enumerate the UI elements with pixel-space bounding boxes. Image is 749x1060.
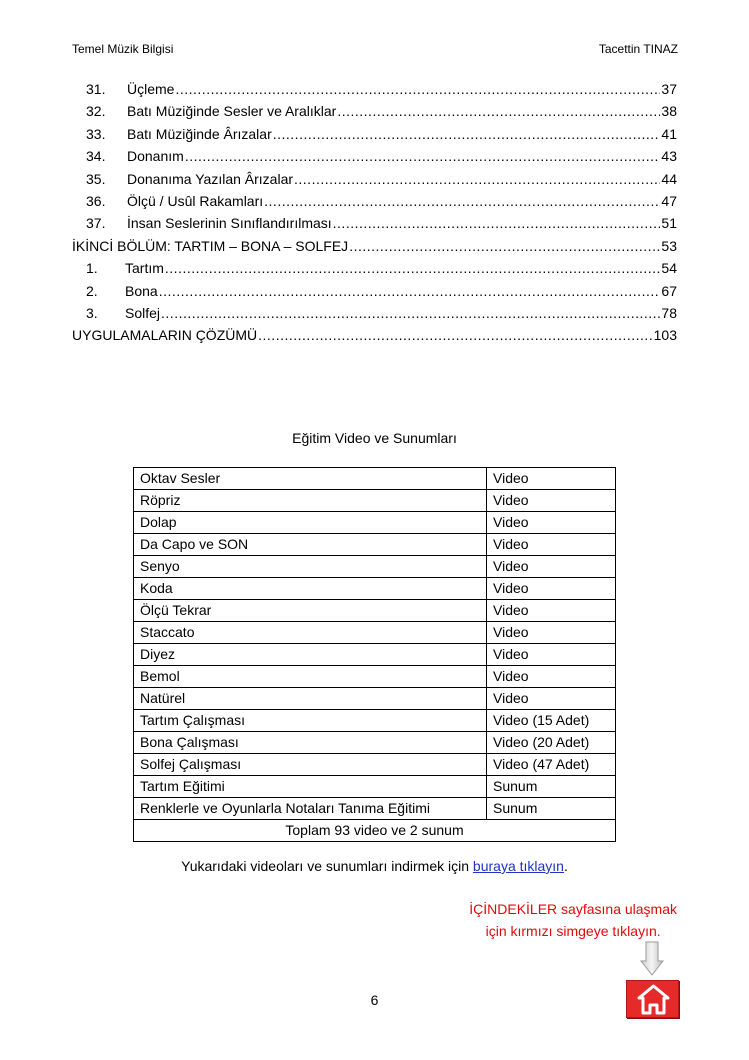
media-title-cell: Tartım Çalışması [134, 710, 487, 732]
toc-entry-page: 43 [661, 148, 677, 165]
media-type-cell: Video (47 Adet) [487, 754, 616, 776]
toc-entry-number: 36. [86, 192, 106, 209]
media-type-cell: Video [487, 512, 616, 534]
toc-entry[interactable] [72, 78, 677, 100]
download-link[interactable]: buraya tıklayın [472, 858, 564, 874]
toc-entry-title: Bona [125, 282, 158, 299]
toc-entry-number: 35. [86, 170, 106, 187]
table-row [134, 600, 616, 622]
toc-entry-number: 37. [86, 215, 106, 232]
header-document-title: Temel Müzik Bilgisi [72, 42, 174, 56]
toc-entry-title: Batı Müziğinde Sesler ve Aralıklar [127, 103, 337, 120]
media-type-cell: Sunum [487, 798, 616, 820]
toc-entry-title: Tartım [125, 260, 164, 277]
toc-entry-title: İKİNCİ BÖLÜM: TARTIM – BONA – SOLFEJ [72, 237, 349, 254]
media-title-cell: Solfej Çalışması [134, 754, 487, 776]
table-of-contents [72, 78, 677, 347]
toc-entry[interactable] [72, 168, 677, 190]
media-title-cell: Senyo [134, 556, 487, 578]
media-title-cell: Da Capo ve SON [134, 534, 487, 556]
media-type-cell: Sunum [487, 776, 616, 798]
download-instruction [0, 858, 749, 874]
toc-entry-page: 78 [661, 304, 677, 321]
media-title-cell: Dolap [134, 512, 487, 534]
download-text: Yukarıdaki videoları ve sunumları indirmek için [181, 858, 473, 874]
media-type-cell: Video [487, 644, 616, 666]
toc-entry-title: UYGULAMALARIN ÇÖZÜMÜ [72, 327, 258, 344]
toc-entry[interactable] [72, 212, 677, 234]
toc-entry-page: 51 [661, 215, 677, 232]
toc-entry[interactable] [72, 190, 677, 212]
media-title-cell: Koda [134, 578, 487, 600]
media-title-cell: Ölçü Tekrar [134, 600, 487, 622]
toc-section-heading[interactable] [72, 235, 677, 257]
media-type-cell: Video [487, 556, 616, 578]
toc-leader-dots [165, 257, 661, 279]
toc-leader-dots [161, 302, 660, 324]
media-type-cell: Video [487, 468, 616, 490]
media-table [133, 467, 616, 842]
toc-leader-dots [185, 145, 661, 167]
media-total-cell: Toplam 93 video ve 2 sunum [134, 820, 616, 842]
media-type-cell: Video (15 Adet) [487, 710, 616, 732]
down-arrow-icon [640, 941, 664, 977]
toc-entry-page: 37 [661, 81, 677, 97]
toc-leader-dots [273, 123, 661, 145]
toc-entry-page: 54 [661, 260, 677, 277]
table-row [134, 578, 616, 600]
table-total-row [134, 820, 616, 842]
toc-entry-title: Donanıma Yazılan Ârızalar [127, 170, 294, 187]
media-title-cell: Staccato [134, 622, 487, 644]
toc-entry-number: 31. [86, 81, 106, 97]
toc-entry-title: Batı Müziğinde Ârızalar [127, 125, 272, 142]
media-title-cell: Bemol [134, 666, 487, 688]
table-row [134, 622, 616, 644]
toc-entry[interactable] [72, 100, 677, 122]
media-title-cell: Diyez [134, 644, 487, 666]
toc-entry-title: Solfej [125, 304, 161, 321]
toc-entry-page: 44 [661, 170, 677, 187]
table-row [134, 644, 616, 666]
toc-entry-title: İnsan Seslerinin Sınıflandırılması [127, 215, 332, 232]
table-row [134, 688, 616, 710]
toc-leader-dots [337, 100, 660, 122]
toc-entry-page: 103 [653, 327, 677, 344]
page-number: 6 [370, 992, 379, 1008]
toc-entry-title: Donanım [127, 148, 184, 165]
toc-note-line: İÇİNDEKİLER sayfasına ulaşmak [469, 901, 677, 917]
toc-navigation-note [469, 898, 677, 942]
toc-leader-dots [175, 78, 660, 100]
media-section-title: Eğitim Video ve Sunumları [292, 430, 457, 446]
toc-entry[interactable] [72, 145, 677, 167]
media-type-cell: Video [487, 534, 616, 556]
toc-entry-page: 47 [661, 192, 677, 209]
table-row [134, 666, 616, 688]
media-type-cell: Video (20 Adet) [487, 732, 616, 754]
toc-section-heading[interactable] [72, 324, 677, 346]
toc-leader-dots [349, 235, 660, 257]
table-row [134, 556, 616, 578]
table-row [134, 534, 616, 556]
table-row [134, 732, 616, 754]
toc-entry[interactable] [72, 123, 677, 145]
toc-entry-number: 33. [86, 125, 106, 142]
media-type-cell: Video [487, 666, 616, 688]
toc-leader-dots [258, 324, 653, 346]
table-row [134, 776, 616, 798]
table-row [134, 512, 616, 534]
media-title-cell: Tartım Eğitimi [134, 776, 487, 798]
toc-leader-dots [159, 280, 661, 302]
toc-entry-number: 2. [86, 282, 98, 299]
toc-entry-number: 32. [86, 103, 106, 120]
media-title-cell: Oktav Sesler [134, 468, 487, 490]
media-title-cell: Bona Çalışması [134, 732, 487, 754]
table-row [134, 798, 616, 820]
toc-entry-page: 38 [661, 103, 677, 120]
toc-entry-page: 41 [661, 125, 677, 142]
toc-leader-dots [264, 190, 660, 212]
media-type-cell: Video [487, 688, 616, 710]
download-suffix: . [563, 858, 568, 874]
toc-entry[interactable] [72, 302, 677, 324]
table-row [134, 490, 616, 512]
media-type-cell: Video [487, 600, 616, 622]
toc-entry-number: 3. [86, 304, 98, 321]
table-row [134, 710, 616, 732]
table-row [134, 468, 616, 490]
toc-leader-dots [333, 212, 661, 234]
toc-entry-title: Üçleme [127, 81, 175, 97]
toc-note-line: için kırmızı simgeye tıklayın. [485, 923, 661, 939]
toc-leader-dots [294, 168, 660, 190]
media-title-cell: Renklerle ve Oyunlarla Notaları Tanıma Eğitimi [134, 798, 487, 820]
media-type-cell: Video [487, 578, 616, 600]
table-row [134, 754, 616, 776]
media-type-cell: Video [487, 622, 616, 644]
toc-entry-page: 67 [661, 282, 677, 299]
toc-entry[interactable] [72, 257, 677, 279]
media-title-cell: Natürel [134, 688, 487, 710]
media-title-cell: Röpriz [134, 490, 487, 512]
media-type-cell: Video [487, 490, 616, 512]
toc-entry-title: Ölçü / Usûl Rakamları [127, 192, 264, 209]
toc-entry-number: 1. [86, 260, 98, 277]
header-author: Tacettin TINAZ [598, 42, 678, 56]
toc-entry-number: 34. [86, 148, 106, 165]
toc-entry-page: 53 [661, 237, 677, 254]
toc-entry[interactable] [72, 280, 677, 302]
